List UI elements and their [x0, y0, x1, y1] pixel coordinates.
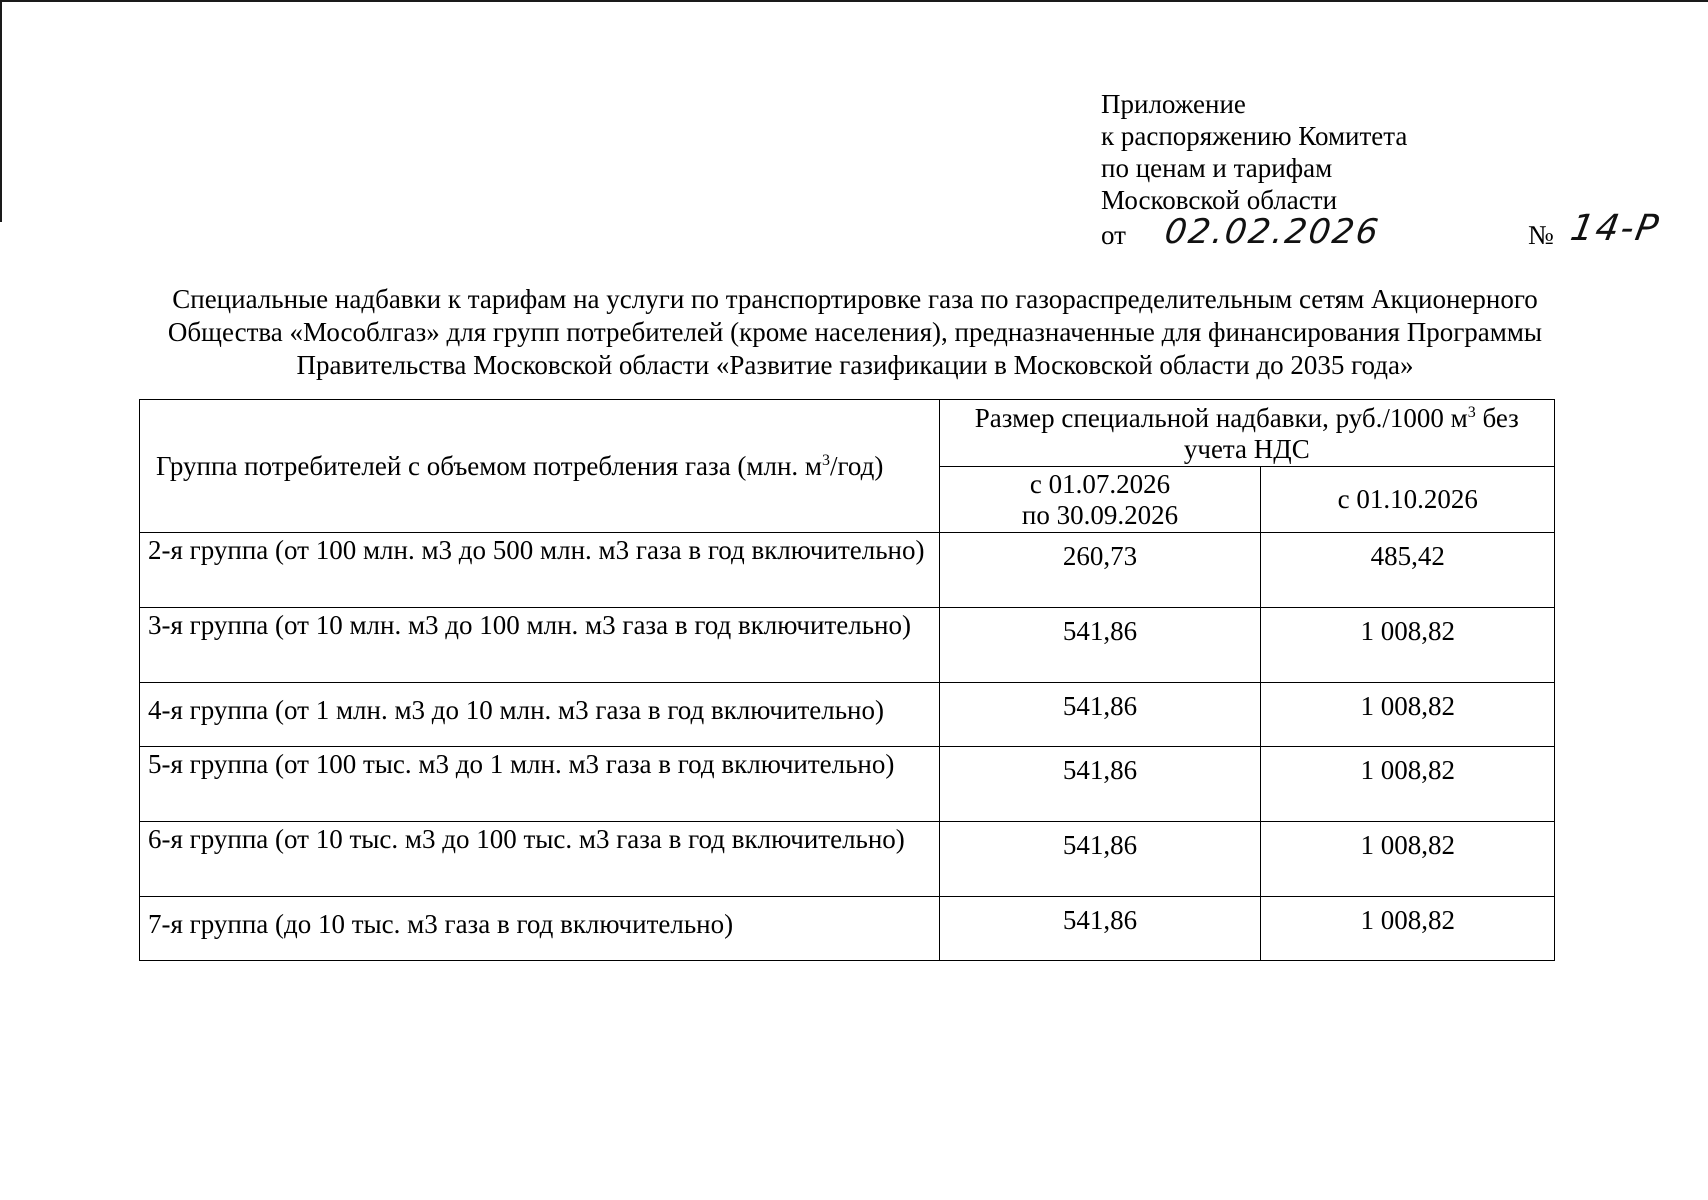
consumer-group-cell: 7-я группа (до 10 тыс. м3 газа в год включительно) — [140, 897, 940, 961]
tariff-table — [139, 399, 1555, 961]
appendix-line: к распоряжению Комитета — [1101, 121, 1408, 151]
title-line: Правительства Московской области «Развитие газификации в Московской области до 2035 года» — [296, 350, 1414, 380]
header-consumer-group — [140, 400, 940, 533]
date-prefix: от — [1101, 220, 1126, 250]
handwritten-date: 02.02.2026 — [1162, 212, 1383, 252]
scan-border-left — [0, 0, 2, 222]
surcharge-period-2-cell: 1 008,82 — [1261, 747, 1555, 822]
appendix-block — [1101, 88, 1407, 216]
scan-border-top — [0, 0, 1708, 2]
surcharge-period-1-cell: 541,86 — [939, 747, 1261, 822]
header-surcharge-size — [939, 400, 1554, 467]
header-surcharge-size-sup: 3 — [1467, 404, 1476, 421]
header-period-1 — [939, 467, 1261, 533]
consumer-group-cell: 4-я группа (от 1 млн. м3 до 10 млн. м3 газа в год включительно) — [140, 683, 940, 747]
surcharge-period-1-cell: 541,86 — [939, 897, 1261, 961]
table-row — [140, 822, 1555, 897]
table-row — [140, 747, 1555, 822]
surcharge-period-2-cell: 485,42 — [1261, 533, 1555, 608]
appendix-line: Приложение — [1101, 89, 1246, 119]
appendix-line: Московской области — [1101, 185, 1338, 215]
header-surcharge-size-suffix: без учета НДС — [1183, 403, 1519, 464]
table-row — [140, 683, 1555, 747]
document-title — [100, 283, 1610, 382]
header-consumer-group-suffix: /год) — [830, 450, 884, 481]
consumer-group-cell: 3-я группа (от 10 млн. м3 до 100 млн. м3 газа в год включительно) — [140, 608, 940, 683]
appendix-line: по ценам и тарифам — [1101, 153, 1333, 183]
title-line: Общества «Мособлгаз» для групп потребителей (кроме населения), предназначенные для финансирования Программы — [167, 317, 1543, 347]
surcharge-period-2-cell: 1 008,82 — [1261, 683, 1555, 747]
table-row — [140, 608, 1555, 683]
consumer-group-cell: 6-я группа (от 10 тыс. м3 до 100 тыс. м3 газа в год включительно) — [140, 822, 940, 897]
order-date-number-row — [1101, 208, 1664, 266]
table-row — [140, 533, 1555, 608]
table-row — [140, 897, 1555, 961]
surcharge-period-1-cell: 541,86 — [939, 608, 1261, 683]
header-period-2 — [1261, 467, 1555, 533]
surcharge-period-2-cell: 1 008,82 — [1261, 822, 1555, 897]
surcharge-period-2-cell: 1 008,82 — [1261, 897, 1555, 961]
handwritten-order-number: 14-Р — [1567, 208, 1664, 249]
title-line: Специальные надбавки к тарифам на услуги по транспортировке газа по газораспределительным сетям Акционерного — [172, 284, 1538, 314]
number-sign: № — [1528, 220, 1554, 250]
header-consumer-group-text: Группа потребителей с объемом потребления газа (млн. м — [156, 450, 823, 481]
header-period-1-line1: с 01.07.2026 — [1029, 468, 1171, 499]
header-consumer-group-sup: 3 — [822, 451, 831, 469]
header-surcharge-size-text: Размер специальной надбавки, руб./1000 м — [974, 403, 1468, 433]
consumer-group-cell: 2-я группа (от 100 млн. м3 до 500 млн. м3 газа в год включительно) — [140, 533, 940, 608]
surcharge-period-1-cell: 541,86 — [939, 683, 1261, 747]
surcharge-period-1-cell: 260,73 — [939, 533, 1261, 608]
header-period-2-line1: с 01.10.2026 — [1337, 484, 1478, 514]
surcharge-period-2-cell: 1 008,82 — [1261, 608, 1555, 683]
consumer-group-cell: 5-я группа (от 100 тыс. м3 до 1 млн. м3 газа в год включительно) — [140, 747, 940, 822]
surcharge-period-1-cell: 541,86 — [939, 822, 1261, 897]
header-period-1-line2: по 30.09.2026 — [1021, 499, 1179, 530]
